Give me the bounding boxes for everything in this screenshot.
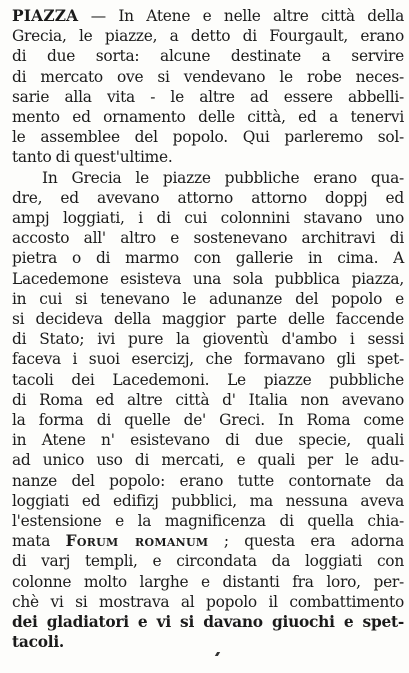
text-line: accosto all' altro e sostenevano architravi di bbox=[12, 229, 404, 248]
text-line: ad unico uso di mercati, e quali per le adu- bbox=[12, 451, 404, 470]
text-line: di mercato ove si vendevano le robe neces- bbox=[12, 67, 404, 86]
article-page bbox=[12, 6, 404, 653]
text-line: di Roma ed altre città d' Italia non avevano bbox=[12, 390, 404, 409]
text-line: tanto di quest'ultime. bbox=[12, 148, 173, 167]
text-line: di Stato; ivi pure la gioventù d'ambo i sessi bbox=[12, 330, 404, 349]
text-line: sarie alla vita - le altre ad essere abbelli- bbox=[12, 87, 404, 106]
text-line: Grecia, le piazze, a detto di Fourgault, erano bbox=[12, 27, 404, 46]
text-line: dei gladiatori e vi si davano giuochi e spet- bbox=[12, 613, 404, 632]
text-line: mento ed ornamento delle città, ed a tenervi bbox=[12, 108, 404, 127]
paragraph-intro bbox=[12, 6, 404, 168]
text-line: loggiati ed edifizj pubblici, ma nessuna aveva bbox=[12, 491, 404, 510]
text-line: tacoli dei Lacedemoni. Le piazze pubbliche bbox=[12, 370, 404, 389]
text-line: in cui si tenevano le adunanze del popolo e bbox=[12, 289, 404, 308]
text-line: si decideva della maggior parte delle faccende bbox=[12, 310, 404, 329]
text-line: nanze del popolo: erano tutte contornate da bbox=[12, 471, 404, 490]
text-line: colonne molto larghe e distanti fra loro, per- bbox=[12, 572, 404, 591]
text-line: Lacedemone esisteva una sola pubblica piazza, bbox=[12, 269, 404, 288]
text-line: tacoli. bbox=[12, 633, 65, 652]
text-line: dre, ed avevano attorno attorno doppj ed bbox=[12, 188, 404, 207]
text-line: chè vi si mostrava al popolo il combattimento bbox=[12, 592, 404, 611]
text-line: faceva i suoi esercizj, che formavano gli spet- bbox=[12, 350, 404, 369]
text-line: pietra o di marmo con gallerie in cima. A bbox=[12, 249, 404, 268]
text-line: di varj templi, e circondata da loggiati con bbox=[12, 552, 404, 571]
headword: PIAZZA bbox=[12, 7, 79, 25]
text-line: PIAZZA — In Atene e nelle altre città della bbox=[12, 7, 404, 25]
text-line: mata Forum romanum ; questa era adorna bbox=[12, 532, 404, 551]
paragraph-body bbox=[12, 168, 404, 653]
text-line: ampj loggiati, i di cui colonnini stavano uno bbox=[12, 209, 404, 228]
ink-speck bbox=[215, 652, 220, 656]
text-line: l'estensione e la magnificenza di quella chia- bbox=[12, 512, 404, 531]
text-line: la forma di quelle de' Greci. In Roma come bbox=[12, 411, 404, 430]
forum-romanum-term: Forum romanum bbox=[65, 532, 209, 551]
text-line: le assemblee del popolo. Qui parleremo sol- bbox=[12, 128, 404, 147]
text-line: di due sorta: alcune destinate a servire bbox=[12, 47, 404, 66]
text-line: In Grecia le piazze pubbliche erano qua- bbox=[42, 168, 404, 187]
text-line: in Atene n' esistevano di due specie, quali bbox=[12, 431, 404, 450]
